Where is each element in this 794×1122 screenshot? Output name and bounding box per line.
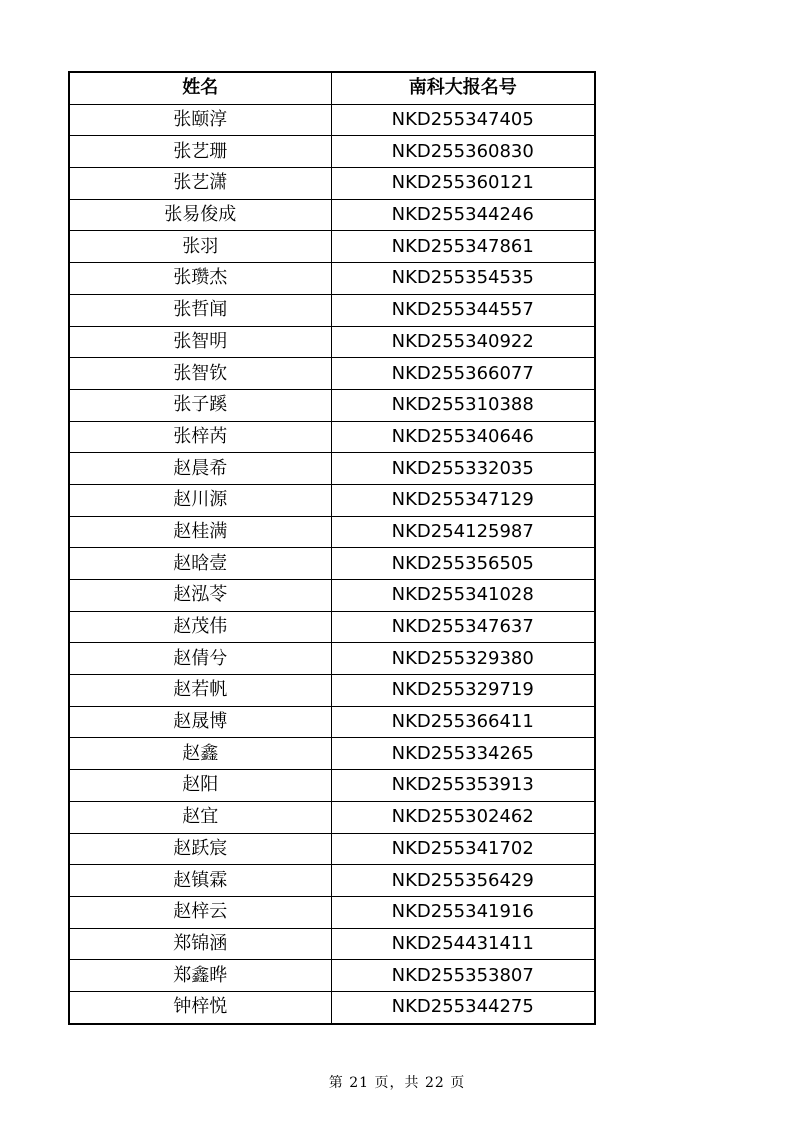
table-row xyxy=(69,833,595,865)
registration-number-cell: NKD255356429 xyxy=(331,865,595,897)
table-row xyxy=(69,643,595,675)
student-name-cell: 张梓芮 xyxy=(69,421,331,453)
student-name-cell: 张易俊成 xyxy=(69,199,331,231)
registration-number-cell: NKD255347861 xyxy=(331,231,595,263)
student-name-cell: 赵若帆 xyxy=(69,675,331,707)
registration-number-cell: NKD255340646 xyxy=(331,421,595,453)
table-row xyxy=(69,675,595,707)
student-name-cell: 赵梓云 xyxy=(69,896,331,928)
student-name-cell: 赵阳 xyxy=(69,770,331,802)
table-row xyxy=(69,358,595,390)
student-name-cell: 赵跃宸 xyxy=(69,833,331,865)
registration-number-cell: NKD255347405 xyxy=(331,104,595,136)
registration-number-cell: NKD255332035 xyxy=(331,453,595,485)
table-row xyxy=(69,453,595,485)
student-name-cell: 赵茂伟 xyxy=(69,611,331,643)
student-name-cell: 赵镇霖 xyxy=(69,865,331,897)
table-row xyxy=(69,231,595,263)
registration-number-cell: NKD255347637 xyxy=(331,611,595,643)
registration-number-cell: NKD255356505 xyxy=(331,548,595,580)
registration-number-cell: NKD254125987 xyxy=(331,516,595,548)
registration-number-cell: NKD255340922 xyxy=(331,326,595,358)
student-name-cell: 张瓒杰 xyxy=(69,263,331,295)
table-row xyxy=(69,928,595,960)
student-name-cell: 张颐淳 xyxy=(69,104,331,136)
table-row xyxy=(69,991,595,1023)
student-name-cell: 赵川源 xyxy=(69,484,331,516)
registration-number-cell: NKD255353807 xyxy=(331,960,595,992)
table-body xyxy=(69,104,595,1023)
table-row xyxy=(69,865,595,897)
table-row xyxy=(69,960,595,992)
table-row xyxy=(69,706,595,738)
registration-number-cell: NKD255341916 xyxy=(331,896,595,928)
roster-table xyxy=(68,71,596,1025)
table-row xyxy=(69,421,595,453)
table-row xyxy=(69,326,595,358)
column-header-registration-number: 南科大报名号 xyxy=(331,72,595,104)
registration-number-cell: NKD255341702 xyxy=(331,833,595,865)
table-row xyxy=(69,199,595,231)
student-name-cell: 张艺潇 xyxy=(69,168,331,200)
table-row xyxy=(69,484,595,516)
student-name-cell: 张智明 xyxy=(69,326,331,358)
registration-number-cell: NKD255347129 xyxy=(331,484,595,516)
registration-number-cell: NKD255310388 xyxy=(331,389,595,421)
table-row xyxy=(69,801,595,833)
table-row xyxy=(69,580,595,612)
registration-number-cell: NKD255344275 xyxy=(331,991,595,1023)
registration-number-cell: NKD255344557 xyxy=(331,294,595,326)
registration-number-cell: NKD255329719 xyxy=(331,675,595,707)
table-row xyxy=(69,516,595,548)
table-row xyxy=(69,611,595,643)
registration-number-cell: NKD255360830 xyxy=(331,136,595,168)
registration-number-cell: NKD255329380 xyxy=(331,643,595,675)
table-header-row xyxy=(69,72,595,104)
table-row xyxy=(69,263,595,295)
student-name-cell: 张哲闻 xyxy=(69,294,331,326)
student-name-cell: 张智钦 xyxy=(69,358,331,390)
student-name-cell: 赵晨希 xyxy=(69,453,331,485)
registration-number-cell: NKD255302462 xyxy=(331,801,595,833)
student-name-cell: 赵鑫 xyxy=(69,738,331,770)
student-name-cell: 钟梓悦 xyxy=(69,991,331,1023)
table-row xyxy=(69,136,595,168)
column-header-name: 姓名 xyxy=(69,72,331,104)
registration-number-cell: NKD255354535 xyxy=(331,263,595,295)
table-row xyxy=(69,168,595,200)
student-name-cell: 赵宜 xyxy=(69,801,331,833)
table-row xyxy=(69,770,595,802)
registration-number-cell: NKD255344246 xyxy=(331,199,595,231)
student-name-cell: 赵泓苓 xyxy=(69,580,331,612)
student-name-cell: 赵晗壹 xyxy=(69,548,331,580)
student-name-cell: 张羽 xyxy=(69,231,331,263)
registration-number-cell: NKD255334265 xyxy=(331,738,595,770)
page-number-footer: 第 21 页，共 22 页 xyxy=(328,1075,466,1091)
registration-number-cell: NKD255360121 xyxy=(331,168,595,200)
student-name-cell: 郑鑫晔 xyxy=(69,960,331,992)
student-name-cell: 张艺珊 xyxy=(69,136,331,168)
table-row xyxy=(69,896,595,928)
registration-number-cell: NKD255366077 xyxy=(331,358,595,390)
registration-number-cell: NKD255341028 xyxy=(331,580,595,612)
student-name-cell: 郑锦涵 xyxy=(69,928,331,960)
registration-number-cell: NKD255366411 xyxy=(331,706,595,738)
table-row xyxy=(69,294,595,326)
table-row xyxy=(69,738,595,770)
student-name-cell: 赵桂满 xyxy=(69,516,331,548)
table-row xyxy=(69,389,595,421)
table-row xyxy=(69,548,595,580)
registration-number-cell: NKD255353913 xyxy=(331,770,595,802)
student-name-cell: 赵倩兮 xyxy=(69,643,331,675)
table-row xyxy=(69,104,595,136)
registration-number-cell: NKD254431411 xyxy=(331,928,595,960)
student-name-cell: 赵晟博 xyxy=(69,706,331,738)
student-name-cell: 张子蹊 xyxy=(69,389,331,421)
